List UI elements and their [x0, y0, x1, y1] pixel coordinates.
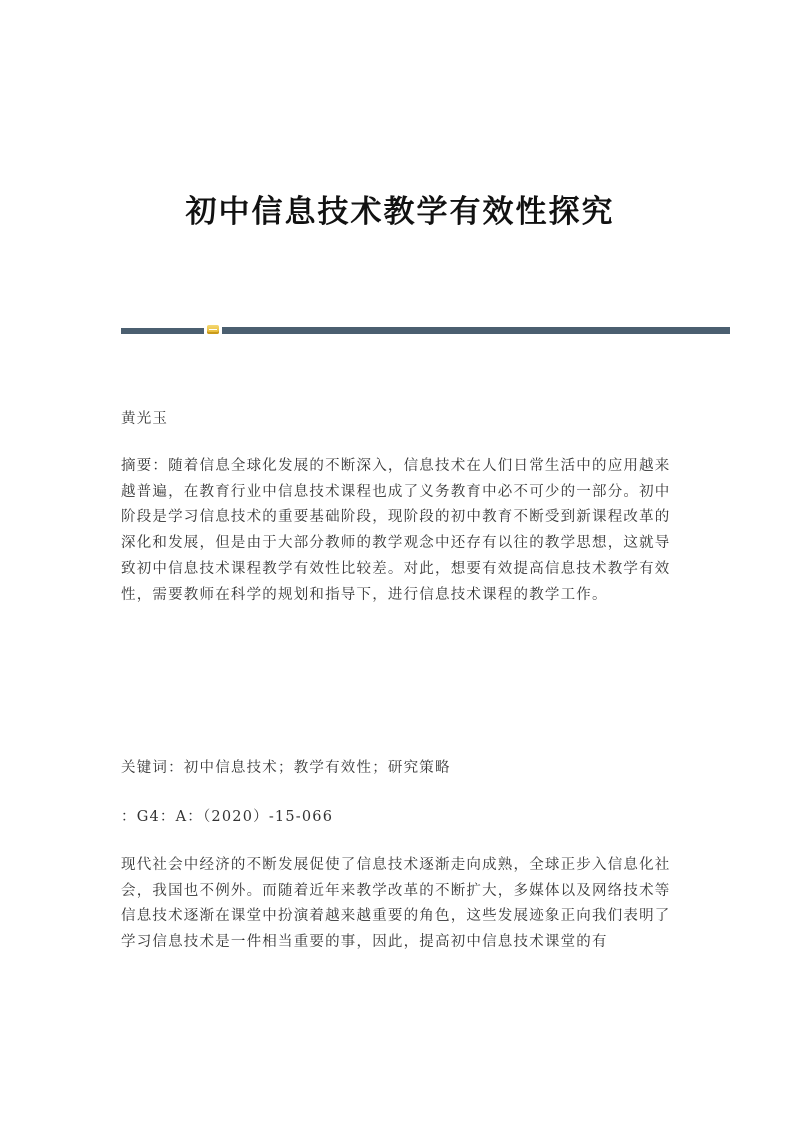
- classification-line: ：G4：A：（2020）-15-066: [121, 809, 334, 825]
- document-title: 初中信息技术教学有效性探究: [185, 194, 615, 230]
- keywords-line: 关键词：初中信息技术；教学有效性；研究策略: [121, 760, 451, 776]
- title-divider: [121, 325, 730, 335]
- divider-emblem-icon: [207, 325, 219, 334]
- divider-bar-left: [121, 328, 204, 334]
- body-paragraph: 现代社会中经济的不断发展促使了信息技术逐渐走向成熟，全球正步入信息化社会，我国也不例外。而随着近年来教学改革的不断扩大，多媒体以及网络技术等信息技术逐渐在课堂中扮演着越来越重要的角色，这些发展迹象正向我们表明了学习信息技术是一件相当重要的事，因此，提高初中信息技术课堂的有: [121, 857, 671, 951]
- divider-bar-right: [222, 327, 730, 334]
- abstract-paragraph: 摘要：随着信息全球化发展的不断深入，信息技术在人们日常生活中的应用越来越普遍，在教育行业中信息技术课程也成了义务教育中必不可少的一部分。初中阶段是学习信息技术的重要基础阶段，现阶段的初中教育不断受到新课程改革的深化和发展，但是由于大部分教师的教学观念中还存有以往的教学思想，这就导致初中信息技术课程教学有效性比较差。对此，想要有效提高信息技术教学有效性，需要教师在科学的规划和指导下，进行信息技术课程的教学工作。: [121, 458, 671, 603]
- author-name: 黄光玉: [121, 411, 169, 427]
